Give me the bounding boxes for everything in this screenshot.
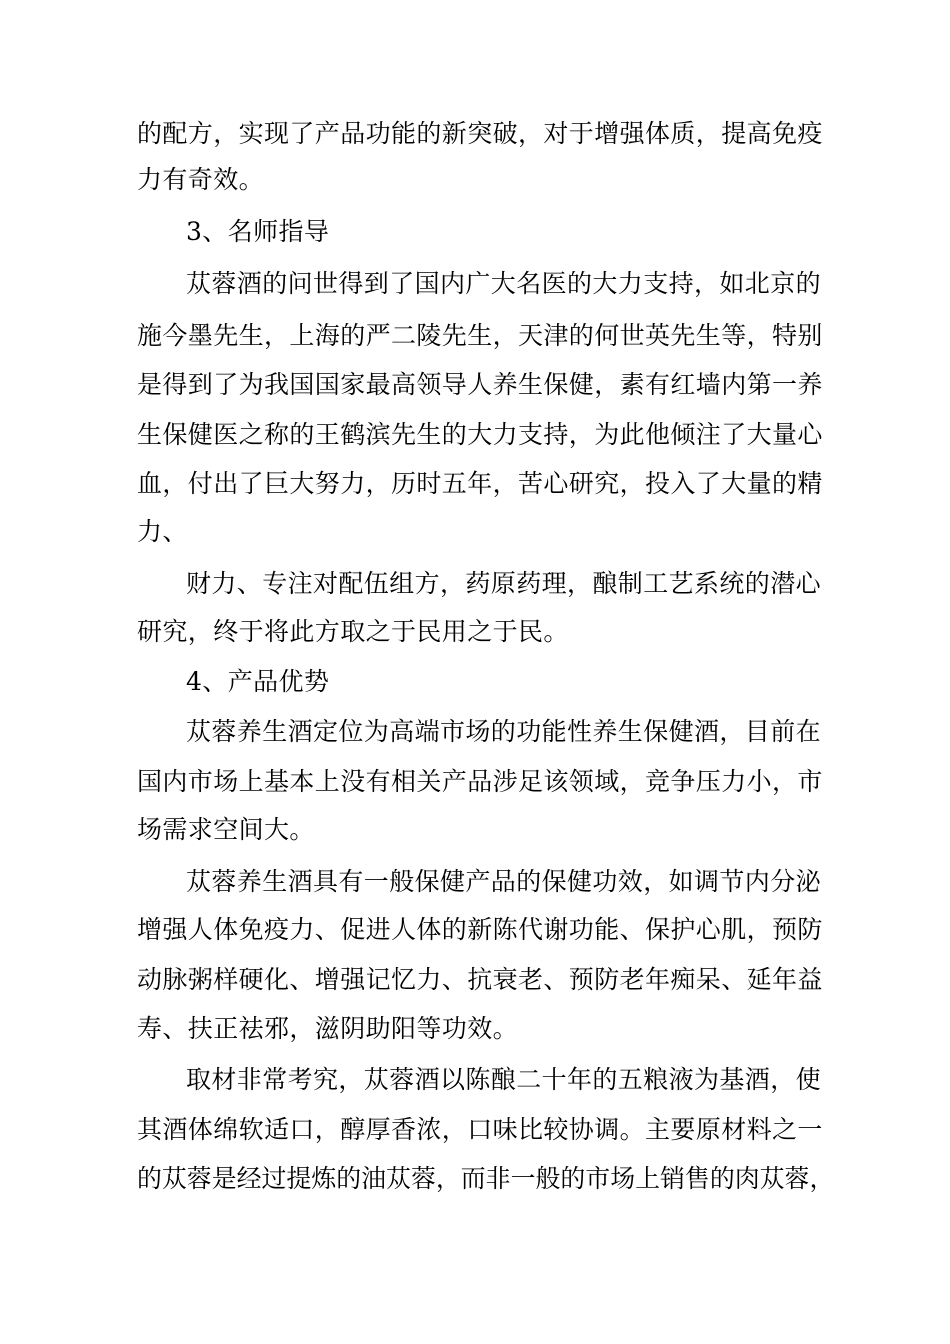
text-line: 场需求空间大。: [137, 815, 315, 844]
section-heading: 4、产品优势: [186, 667, 330, 696]
text-line: 增强人体免疫力、促进人体的新陈代谢功能、保护心肌，预防: [137, 915, 823, 944]
text-line: 国内市场上基本上没有相关产品涉足该领域，竞争压力小，市: [137, 767, 823, 796]
text-line: 苁蓉养生酒定位为高端市场的功能性养生保健酒，目前在: [186, 717, 822, 746]
text-line: 其酒体绵软适口，醇厚香浓，口味比较协调。主要原材料之一: [137, 1115, 823, 1144]
section-heading: 3、名师指导: [186, 217, 330, 246]
text-line: 的配方，实现了产品功能的新突破，对于增强体质，提高免疫: [137, 119, 823, 148]
text-line: 力有奇效。: [137, 165, 265, 194]
text-line: 生保健医之称的王鹤滨先生的大力支持，为此他倾注了大量心: [137, 420, 823, 449]
text-line: 是得到了为我国国家最高领导人养生保健，素有红墙内第一养: [137, 370, 823, 399]
text-line: 血，付出了巨大努力，历时五年，苦心研究，投入了大量的精: [137, 469, 823, 498]
text-line: 苁蓉养生酒具有一般保健产品的保健功效，如调节内分泌: [186, 867, 822, 896]
text-line: 研究，终于将此方取之于民用之于民。: [137, 617, 569, 646]
text-line: 力、: [137, 517, 188, 546]
text-line: 寿、扶正祛邪，滋阴助阳等功效。: [137, 1014, 519, 1043]
text-line: 取材非常考究，苁蓉酒以陈酿二十年的五粮液为基酒，使: [186, 1065, 822, 1094]
text-line: 的苁蓉是经过提炼的油苁蓉，而非一般的市场上销售的肉苁蓉，: [137, 1164, 835, 1193]
text-line: 苁蓉酒的问世得到了国内广大名医的大力支持，如北京的: [186, 269, 822, 298]
text-line: 动脉粥样硬化、增强记忆力、抗衰老、预防老年痴呆、延年益: [137, 965, 823, 994]
text-line: 财力、专注对配伍组方，药原药理，酿制工艺系统的潜心: [186, 569, 822, 598]
text-line: 施今墨先生，上海的严二陵先生，天津的何世英先生等，特别: [137, 321, 823, 350]
